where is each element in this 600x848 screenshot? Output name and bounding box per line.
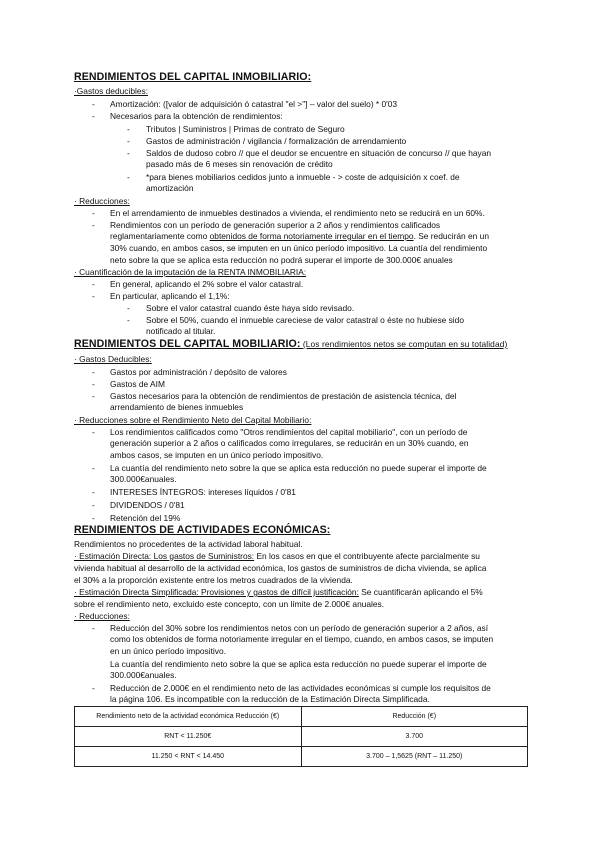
table-cell: 3.700: [301, 727, 528, 747]
gasto-mob-3-cont: arrendamiento de bienes inmuebles: [110, 402, 244, 412]
underlined-span: · Estimación Directa: Los gastos de Suministros:: [74, 551, 255, 561]
reduccion-mob-2-cont: 300.000€anuales.: [110, 474, 177, 484]
bullet-dash: -: [92, 99, 95, 109]
table-row: [75, 747, 528, 767]
gasto-mob-1: Gastos por administración / depósito de valores: [110, 367, 287, 377]
text-span: . Se reducirán en un: [413, 231, 489, 241]
intereses-integros: INTERESES ÍNTEGROS: intereses líquidos / 0'81: [110, 487, 296, 497]
reduccion-act-1-cont: La cuantía del rendimiento neto sobre la que se aplica esta reducción no puede superar el importe de: [110, 659, 487, 669]
estimacion-directa: [74, 551, 480, 562]
sub-item-cont: pasado más de 6 meses sin renovación de crédito: [146, 159, 333, 169]
reduction-table: [74, 706, 528, 767]
reduccion-act-2-cont: la página 106. Es incompatible con la reducción de la Estimación Directa Simplificada.: [110, 694, 430, 704]
bullet-dash: -: [92, 391, 95, 401]
reducciones-label: · Reducciones:: [74, 196, 130, 206]
section-title-mobiliario: [74, 339, 507, 350]
reduccion-act-1: Reducción del 30% sobre los rendimientos netos con un período de generación superior a 2 años, así: [110, 623, 489, 633]
cuantificacion-1: En general, aplicando el 2% sobre el valor catastral.: [110, 279, 304, 289]
estimacion-directa-cont: vivienda habitual al desarrollo de la actividad económica, los gastos de suministros de dicha vivienda, se aplica: [74, 563, 487, 573]
gastos-deducibles-mob-label: · Gastos Deducibles:: [74, 354, 152, 364]
section-title-actividades: RENDIMIENTOS DE ACTIVIDADES ECONÓMICAS:: [74, 524, 331, 536]
text-span: En los casos en que el contribuyente afecte parcialmente su: [254, 551, 480, 561]
bullet-dash: -: [92, 208, 95, 218]
amortizacion-text: Amortización: ([valor de adquisición ó catastral "el >"] – valor del suelo) * 0'03: [110, 99, 398, 109]
bullet-dash: -: [127, 136, 130, 146]
estimacion-directa-cont: el 30% a la proporción existente entre los metros cuadrados de la vivienda.: [74, 575, 353, 585]
reduccion-act-2: Reducción de 2.000€ en el rendimiento neto de las actividades económicas si cumple los requisitos de: [110, 683, 491, 693]
table-header-cell: Rendimiento neto de la actividad económica Reducción (€): [75, 707, 302, 727]
reduccion-2-cont: neto sobre la que se aplica esta reducción no podrá superar el importe de 300.000€ anuales: [110, 255, 453, 265]
text-span: Se cuantificarán aplicando el 5%: [358, 587, 483, 597]
bullet-dash: -: [92, 513, 95, 523]
gastos-deducibles-label: ·Gastos deducibles:: [74, 86, 149, 96]
table-header-cell: Reducción (€): [301, 707, 528, 727]
bullet-dash: -: [92, 291, 95, 301]
reduccion-2: Rendimientos con un período de generación superior a 2 años y rendimientos calificados: [110, 220, 441, 230]
reduccion-act-1-cont: como los obtenidos de forma notoriamente irregular en el tiempo, cuando, en ambos casos, se imputen: [110, 634, 494, 644]
retencion: Retención del 19%: [110, 513, 181, 523]
estimacion-simplificada: [74, 587, 483, 598]
bullet-dash: -: [92, 683, 95, 693]
underlined-span: · Estimación Directa Simplificada: Provisiones y gastos de difícil justificación:: [74, 587, 359, 597]
bullet-dash: -: [92, 500, 95, 510]
gasto-mob-2: Gastos de AIM: [110, 379, 165, 389]
section-title-inmobiliario: RENDIMIENTOS DEL CAPITAL INMOBILIARIO:: [74, 71, 312, 83]
bullet-dash: -: [92, 279, 95, 289]
table-row: [75, 727, 528, 747]
reducciones-mob-label: · Reducciones sobre el Rendimiento Neto del Capital Mobiliario:: [74, 415, 312, 425]
necesarios-text: Necesarios para la obtención de rendimientos:: [110, 111, 283, 121]
table-cell: 3.700 – 1,5625 (RNT – 11.250): [301, 747, 528, 767]
sub-item: *para bienes mobiliarios cedidos junto a inmueble - > coste de adquisición x coef. de: [146, 172, 460, 182]
table-cell: 11.250 < RNT < 14.450: [75, 747, 302, 767]
bullet-dash: -: [92, 623, 95, 633]
reducciones-act-label: · Reducciones:: [74, 611, 130, 621]
actividades-intro: Rendimientos no procedentes de la actividad laboral habitual.: [74, 539, 303, 549]
reduccion-2-cont: [110, 231, 489, 242]
bullet-dash: -: [127, 124, 130, 134]
title-text: RENDIMIENTOS DEL CAPITAL MOBILIARIO:: [74, 338, 301, 350]
reduccion-2-cont: 30% cuando, en ambos casos, se imputen en un único período impositivo. La cuantía del rendimiento: [110, 243, 488, 253]
reduccion-1: En el arrendamiento de inmuebles destinados a vivienda, el rendimiento neto se reducirá en un 60%.: [110, 208, 485, 218]
cuantificacion-2: En particular, aplicando el 1,1%:: [110, 291, 230, 301]
reduccion-mob-1: Los rendimientos calificados como "Otros rendimientos del capital mobiliario", con un período de: [110, 427, 468, 437]
estimacion-simplificada-cont: sobre el rendimiento neto, excluido este concepto, con un límite de 2.000€ anuales.: [74, 599, 385, 609]
bullet-dash: -: [92, 111, 95, 121]
cuantificacion-sub-1: Sobre el valor catastral cuando éste haya sido revisado.: [146, 303, 355, 313]
table-header-row: [75, 707, 528, 727]
table-cell: RNT < 11.250€: [75, 727, 302, 747]
reduccion-act-1-cont: 300.000€anuales.: [110, 670, 177, 680]
bullet-dash: -: [92, 367, 95, 377]
bullet-dash: -: [127, 315, 130, 325]
bullet-dash: -: [127, 303, 130, 313]
sub-item: Tributos | Suministros | Primas de contrato de Seguro: [146, 124, 345, 134]
bullet-dash: -: [92, 220, 95, 230]
gasto-mob-3: Gastos necesarios para la obtención de rendimientos de prestación de asistencia técnica, del: [110, 391, 457, 401]
underlined-span: obtenidos de forma notoriamente irregular en el tiempo: [209, 231, 414, 241]
sub-item: Gastos de administración / vigilancia / formalización de arrendamiento: [146, 136, 407, 146]
reduccion-mob-2: La cuantía del rendimiento neto sobre la que se aplica esta reducción no puede superar el importe de: [110, 463, 487, 473]
bullet-dash: -: [92, 427, 95, 437]
text-span: reglamentariamente como: [110, 231, 210, 241]
reduccion-mob-1-cont: generación superior a 2 años o calificados como irregulares, se reducirán en un 30% cuando, en: [110, 438, 469, 448]
bullet-dash: -: [127, 148, 130, 158]
sub-item-cont: amortización: [146, 183, 194, 193]
reduccion-mob-1-cont: ambos casos, se imputen en un único período impositivo.: [110, 450, 324, 460]
bullet-dash: -: [92, 487, 95, 497]
title-note: (Los rendimientos netos se computan en su totalidad): [300, 339, 508, 349]
bullet-dash: -: [127, 172, 130, 182]
sub-item: Saldos de dudoso cobro // que el deudor se encuentre en situación de concurso // que hayan: [146, 148, 492, 158]
bullet-dash: -: [92, 379, 95, 389]
cuantificacion-sub-2: Sobre el 50%, cuando el inmueble careciese de valor catastral o éste no hubiese sido: [146, 315, 464, 325]
cuantificacion-sub-2-cont: notificado al titular.: [146, 326, 216, 336]
reduccion-act-1-cont: en un único período impositivo.: [110, 646, 226, 656]
dividendos: DIVIDENDOS / 0'81: [110, 500, 185, 510]
cuantificacion-label: · Cuantificación de la imputación de la RENTA INMOBILIARIA:: [74, 267, 307, 277]
bullet-dash: -: [92, 463, 95, 473]
